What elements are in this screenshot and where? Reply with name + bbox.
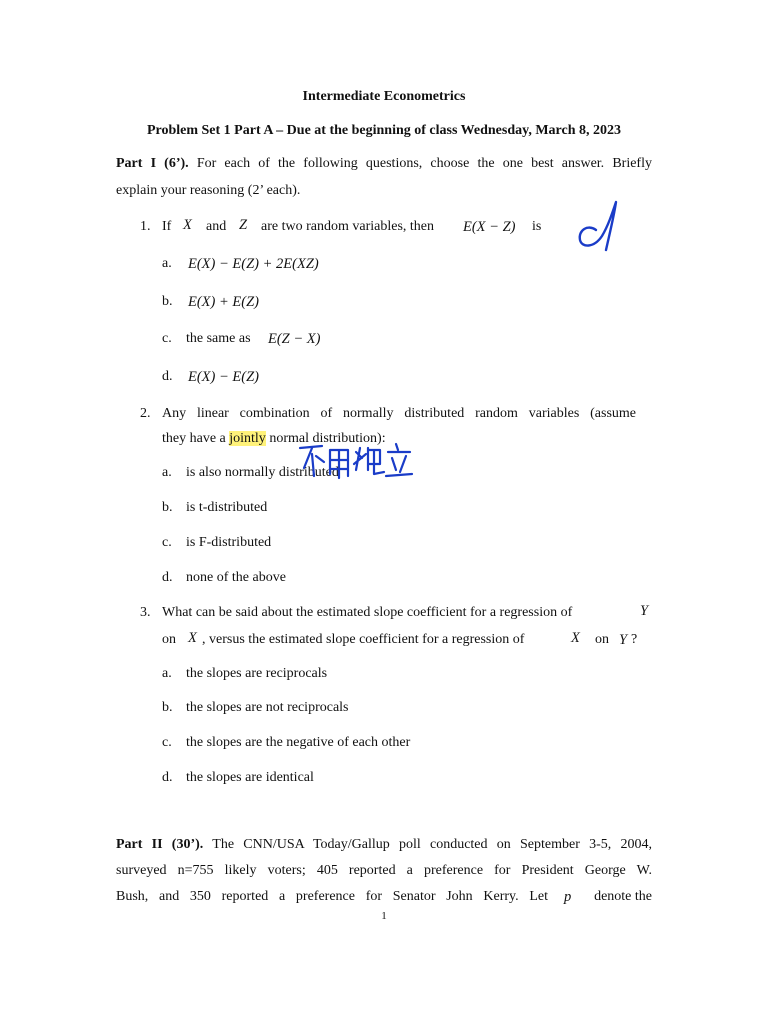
q3-var-y2: Y <box>619 632 628 648</box>
q1-text-if: If <box>162 219 172 234</box>
option-text: E(Z − X) <box>268 331 321 347</box>
option-text: none of the above <box>186 570 286 585</box>
q3-line2-mid: , versus the estimated slope coefficient for a regression of <box>202 632 525 647</box>
option-text: is also normally distributed <box>186 465 339 480</box>
option-letter: b. <box>162 500 173 515</box>
part2-line2: surveyed n=755 likely voters; 405 reported a preference for President George W. <box>116 863 652 878</box>
option-letter: a. <box>162 666 172 681</box>
option-letter: c. <box>162 735 172 750</box>
option-letter: b. <box>162 294 173 309</box>
q1-expression: E(X − Z) <box>463 219 516 235</box>
option-text: the slopes are reciprocals <box>186 666 328 681</box>
assignment-title: Problem Set 1 Part A – Due at the beginning of class Wednesday, March 8, 2023 <box>146 123 622 138</box>
part2-line1 <box>116 836 652 854</box>
q1-var-z: Z <box>239 217 248 233</box>
q3-line1: What can be said about the estimated slope coefficient for a regression of <box>162 605 573 620</box>
part2-line3-before: Bush, and 350 reported a preference for Senator John Kerry. Let <box>116 889 548 904</box>
part2-text-line1: The CNN/USA Today/Gallup poll conducted on September 3-5, 2004, <box>203 837 652 852</box>
q3-on-2: on <box>595 632 609 647</box>
part1-intro-text: For each of the following questions, choose the one best answer. Briefly <box>188 156 652 171</box>
option-text: is F-distributed <box>186 535 272 550</box>
option-text: the slopes are the negative of each other <box>186 735 411 750</box>
option-letter: c. <box>162 331 172 346</box>
option-letter: a. <box>162 256 172 271</box>
q1-text-and: and <box>206 219 227 234</box>
handwritten-answer-d <box>566 196 626 256</box>
option-letter: a. <box>162 465 172 480</box>
q3-on-1: on <box>162 632 176 647</box>
q3-var-x2: X <box>571 630 580 646</box>
option-text: is t-distributed <box>186 500 268 515</box>
handwritten-chinese-note <box>296 440 416 484</box>
q1-text-mid: are two random variables, then <box>261 219 434 234</box>
jointly-highlight: jointly <box>229 431 266 446</box>
q2-line1: Any linear combination of normally distributed random variables (assume <box>162 406 636 421</box>
q2-line2-after: normal distribution): <box>265 431 386 446</box>
q3-var-y: Y <box>640 603 649 619</box>
option-text: E(X) + E(Z) <box>188 294 259 310</box>
page-number: 1 <box>381 910 387 922</box>
q3-question-mark: ? <box>631 632 638 647</box>
option-letter: c. <box>162 535 172 550</box>
q3-var-x: X <box>188 630 197 646</box>
option-text: the slopes are not reciprocals <box>186 700 349 715</box>
part2-heading: Part II (30’). <box>116 837 204 852</box>
question-number: 1. <box>140 219 151 234</box>
option-text: the slopes are identical <box>186 770 314 785</box>
part2-line3-after: denote the <box>594 889 652 904</box>
question-number: 2. <box>140 406 151 421</box>
option-letter: d. <box>162 570 173 585</box>
option-letter: d. <box>162 770 173 785</box>
option-text: E(X) − E(Z) <box>188 369 259 385</box>
option-prefix: the same as <box>186 331 251 346</box>
course-title: Intermediate Econometrics <box>302 89 466 104</box>
option-letter: d. <box>162 369 173 384</box>
option-letter: b. <box>162 700 173 715</box>
part1-intro-line1 <box>116 155 652 173</box>
part1-intro-line2: explain your reasoning (2’ each). <box>116 183 301 198</box>
q2-line2-before: they have a <box>162 431 230 446</box>
option-text: E(X) − E(Z) + 2E(XZ) <box>188 256 319 272</box>
part1-heading: Part I (6’). <box>116 156 189 171</box>
q1-text-is: is <box>532 219 542 234</box>
q1-var-x: X <box>183 217 192 233</box>
question-number: 3. <box>140 605 151 620</box>
part2-var-p: p <box>564 889 572 905</box>
